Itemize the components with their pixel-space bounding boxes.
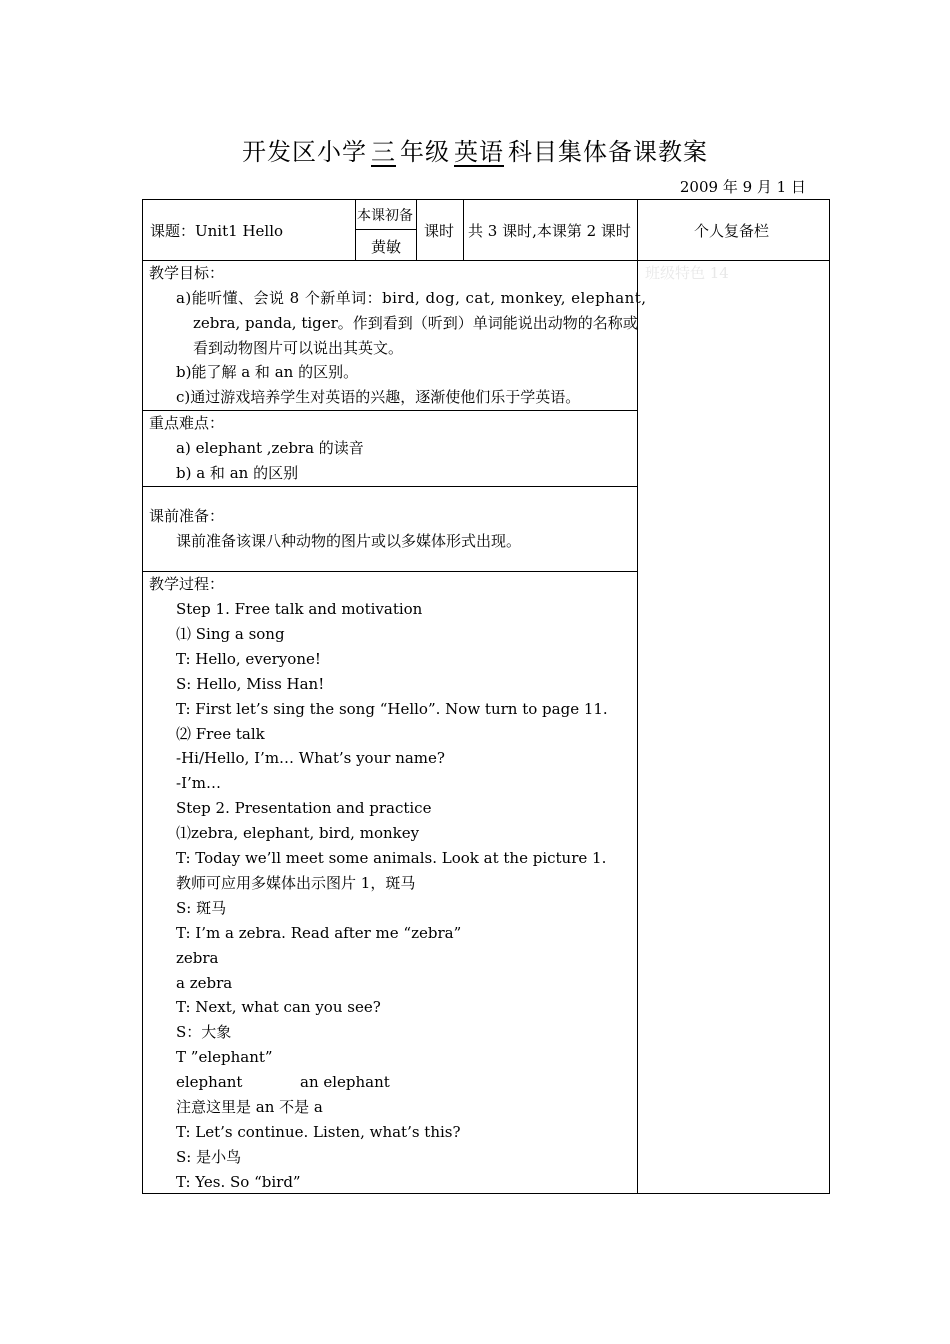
key-points-heading: 重点难点： <box>149 414 225 432</box>
process-line: T ”elephant” <box>176 1048 273 1067</box>
document-date: 2009 年 9 月 1 日 <box>679 178 806 196</box>
process-line: ⑴ Sing a song <box>176 624 285 643</box>
process-line: 注意这里是 an 不是 a <box>176 1098 323 1116</box>
process-line: T: Today we’ll meet some animals. Look at the picture 1. <box>176 849 607 867</box>
preparation-line: 课前准备该课八种动物的图片或以多媒体形式出现。 <box>176 532 522 550</box>
review-column-header: 个人复备栏 <box>694 222 770 240</box>
process-line: T: Next, what can you see? <box>176 998 381 1017</box>
process-aside: an elephant <box>300 1073 390 1091</box>
process-line: S: 是小鸟 <box>176 1147 242 1166</box>
objectives-heading: 教学目标： <box>149 264 225 282</box>
period-value: 共 3 课时,本课第 2 课时 <box>468 222 631 240</box>
process-line: 教师可应用多媒体出示图片 1，斑马 <box>176 873 416 892</box>
process-line: -Hi/Hello, I’m… What’s your name? <box>176 749 445 768</box>
process-line: S：大象 <box>176 1023 232 1042</box>
period-label: 课时 <box>424 222 455 240</box>
process-line: ⑵ Free talk <box>176 724 265 743</box>
process-line: T: Let’s continue. Listen, what’s this? <box>176 1122 461 1141</box>
topic-cell: 课题：Unit1 Hello <box>150 222 284 240</box>
objective-line: 看到动物图片可以说出其英文。 <box>193 339 404 357</box>
key-point-line: b) a 和 an 的区别 <box>176 464 299 482</box>
objective-line: a)能听懂、会说 8 个新单词：bird, dog, cat, monkey, elephant, <box>176 289 647 307</box>
objective-line: c)通过游戏培养学生对英语的兴趣，逐渐使他们乐于学英语。 <box>176 388 581 406</box>
preparation-heading: 课前准备： <box>149 507 225 525</box>
process-line: T: First let’s sing the song “Hello”. Now turn to page 11. <box>176 699 608 718</box>
process-line: a zebra <box>176 973 233 992</box>
process-line: T: I’m a zebra. Read after me “zebra” <box>176 923 462 942</box>
process-line: elephant <box>176 1073 243 1092</box>
process-line: Step 2. Presentation and practice <box>176 799 432 818</box>
page-title: 开发区小学 三 年级 英语 科目集体备课教案 <box>242 138 708 166</box>
process-line: ⑴zebra, elephant, bird, monkey <box>176 824 420 843</box>
key-point-line: a) elephant ,zebra 的读音 <box>176 439 364 457</box>
objective-line: b)能了解 a 和 an 的区别。 <box>176 363 359 381</box>
objective-line: zebra, panda, tiger。作到看到（听到）单词能说出动物的名称或 <box>193 314 638 332</box>
draft-label: 本课初备 <box>357 208 413 224</box>
process-line: T: Hello, everyone! <box>176 649 321 668</box>
process-line: zebra <box>176 948 219 967</box>
review-watermark: 班级特色 14 <box>645 264 729 282</box>
process-line: Step 1. Free talk and motivation <box>176 600 423 618</box>
process-line: T: Yes. So “bird” <box>176 1172 301 1191</box>
drafter-name: 黄敏 <box>371 238 402 256</box>
process-line: -I’m… <box>176 774 221 793</box>
subject-blank: 英语 <box>454 138 504 166</box>
grade-blank: 三 <box>371 138 396 166</box>
process-line: S: Hello, Miss Han! <box>176 674 325 693</box>
process-heading: 教学过程： <box>149 575 225 593</box>
process-line: S: 斑马 <box>176 898 227 917</box>
